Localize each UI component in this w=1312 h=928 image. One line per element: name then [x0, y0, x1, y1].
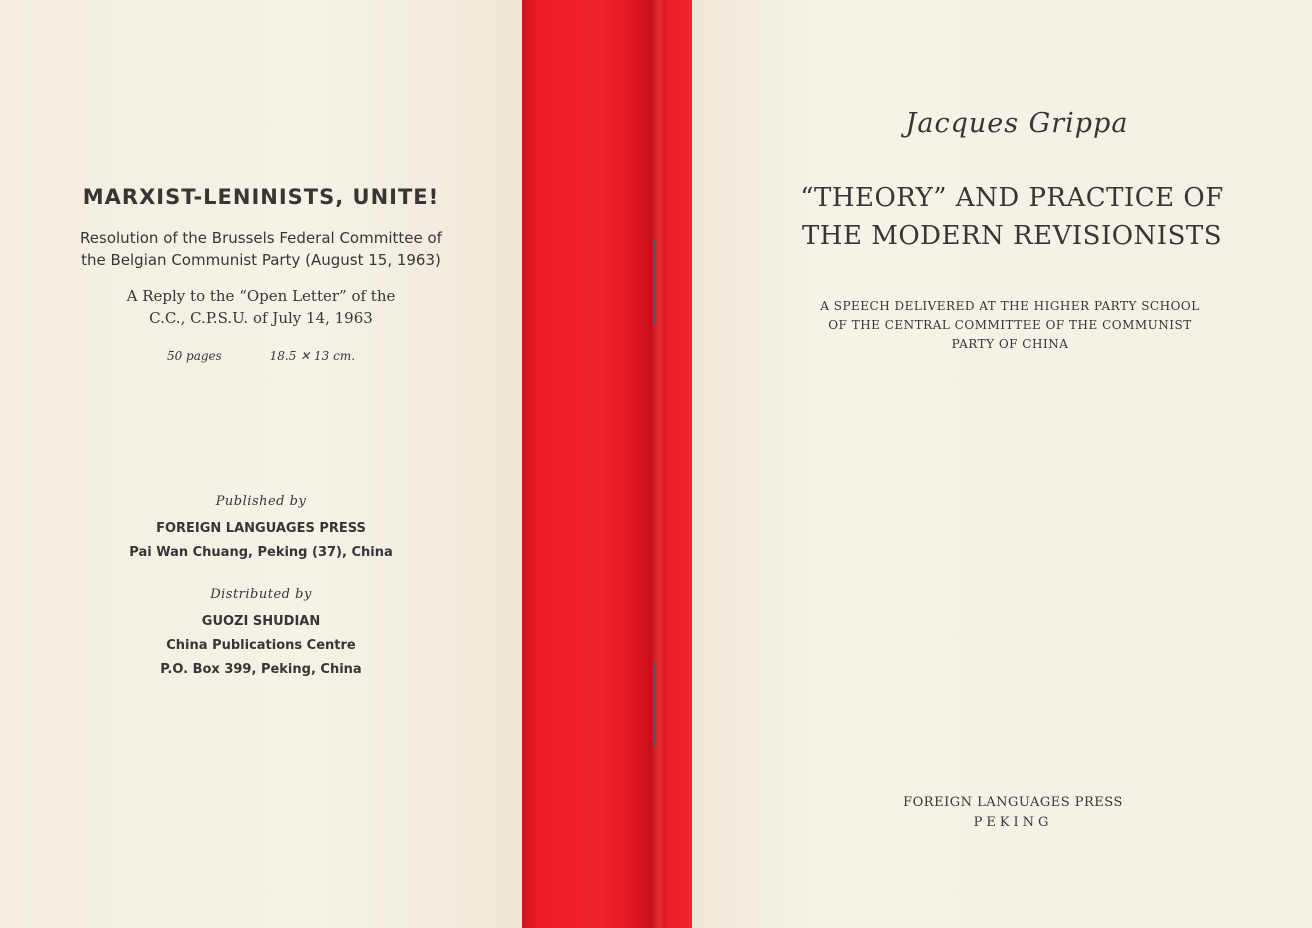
reply-line-1: A Reply to the “Open Letter” of the [126, 287, 396, 305]
page-count: 50 pages [166, 349, 222, 363]
distributed-by-label: Distributed by [210, 587, 312, 602]
distributor-name: GUOZI SHUDIAN [201, 614, 321, 629]
subtitle-line-3: PARTY OF CHINA [951, 337, 1069, 351]
resolution-line-1: Resolution of the Brussels Federal Committee of [80, 229, 442, 247]
imprint-publisher: FOREIGN LANGUAGES PRESS [903, 795, 1123, 810]
book-subtitle [708, 297, 1312, 354]
red-spine [522, 0, 692, 928]
subtitle-line-1: A SPEECH DELIVERED AT THE HIGHER PARTY SCHOOL [820, 299, 1200, 313]
published-by-label: Published by [215, 494, 307, 509]
publisher-address: Pai Wan Chuang, Peking (37), China [129, 545, 393, 560]
staple-bottom [653, 662, 656, 746]
resolution-line-2: the Belgian Communist Party (August 15, 1963) [81, 251, 441, 269]
spine-fold [650, 0, 666, 928]
staple-top [653, 240, 656, 324]
imprint-city: PEKING [973, 815, 1053, 830]
reply-line-2: C.C., C.P.S.U. of July 14, 1963 [149, 309, 373, 327]
title-page-imprint [692, 793, 1312, 833]
book-dimensions: 18.5 ✕ 13 cm. [269, 349, 356, 363]
back-cover-page [0, 0, 522, 928]
advert-title: MARXIST-LENINISTS, UNITE! [82, 185, 440, 209]
back-cover-advertisement [20, 185, 502, 363]
title-line-2: THE MODERN REVISIONISTS [801, 221, 1223, 251]
advert-reply [20, 285, 502, 329]
book-title [712, 179, 1312, 255]
subtitle-line-2: OF THE CENTRAL COMMITTEE OF THE COMMUNIST [828, 318, 1192, 332]
title-page-content [692, 108, 1312, 354]
distributor-address: P.O. Box 399, Peking, China [160, 662, 362, 677]
author-name: Jacques Grippa [905, 108, 1129, 139]
publisher-block [20, 494, 502, 682]
publisher-name: FOREIGN LANGUAGES PRESS [156, 521, 366, 536]
advert-resolution [20, 227, 502, 271]
distributor-centre: China Publications Centre [166, 638, 356, 653]
title-line-1: “THEORY” AND PRACTICE OF [800, 183, 1224, 213]
advert-specs [20, 349, 502, 363]
